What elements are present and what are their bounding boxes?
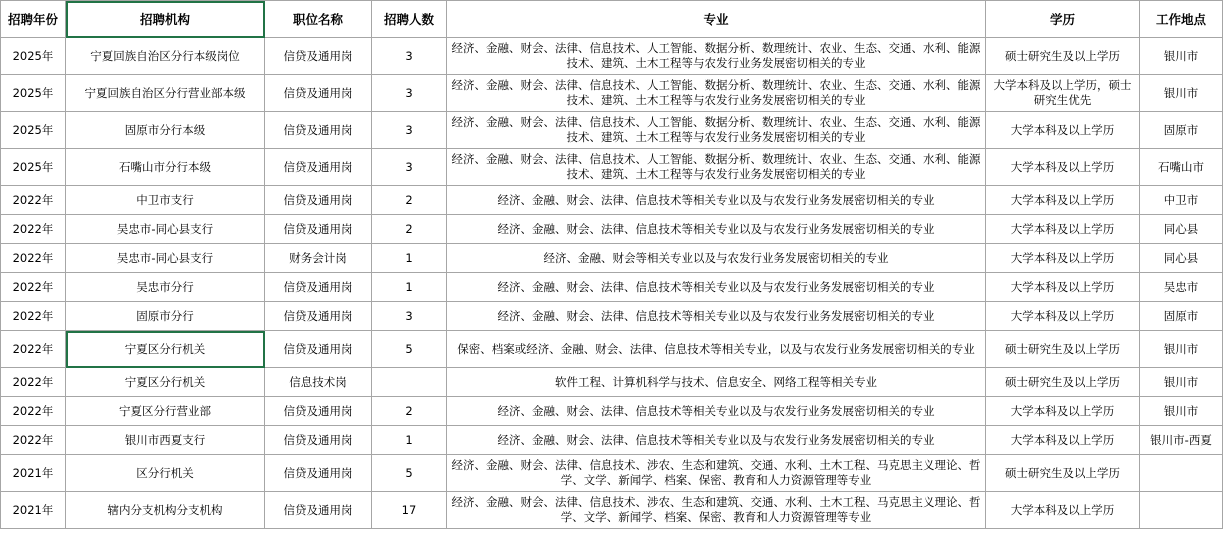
cell-location[interactable]: 银川市	[1140, 397, 1223, 426]
cell-year[interactable]: 2022年	[1, 215, 66, 244]
table-row	[1, 273, 1223, 302]
cell-count[interactable]: 1	[372, 244, 447, 273]
cell-education[interactable]: 大学本科及以上学历	[986, 112, 1140, 149]
cell-year[interactable]: 2022年	[1, 302, 66, 331]
cell-count[interactable]: 3	[372, 149, 447, 186]
cell-location[interactable]: 同心县	[1140, 215, 1223, 244]
cell-count[interactable]	[372, 368, 447, 397]
cell-org[interactable]: 石嘴山市分行本级	[66, 149, 265, 186]
cell-education[interactable]: 大学本科及以上学历	[986, 273, 1140, 302]
table-row	[1, 244, 1223, 273]
cell-count[interactable]: 3	[372, 112, 447, 149]
cell-year[interactable]: 2025年	[1, 38, 66, 75]
cell-education[interactable]: 大学本科及以上学历	[986, 426, 1140, 455]
table-row	[1, 368, 1223, 397]
table-row	[1, 331, 1223, 368]
cell-location[interactable]: 石嘴山市	[1140, 149, 1223, 186]
cell-location[interactable]: 同心县	[1140, 244, 1223, 273]
cell-location[interactable]: 中卫市	[1140, 186, 1223, 215]
cell-org[interactable]: 银川市西夏支行	[66, 426, 265, 455]
cell-position[interactable]: 信贷及通用岗	[265, 38, 372, 75]
cell-count[interactable]: 2	[372, 215, 447, 244]
cell-position[interactable]: 信贷及通用岗	[265, 331, 372, 368]
cell-year[interactable]: 2025年	[1, 75, 66, 112]
cell-major[interactable]: 经济、金融、财会、法律、信息技术、涉农、生态和建筑、交通、水利、土木工程、马克思主义理论、哲学、文学、新闻学、档案、保密、教育和人力资源管理等专业	[447, 455, 986, 492]
cell-education[interactable]: 大学本科及以上学历	[986, 215, 1140, 244]
cell-location[interactable]: 银川市-西夏	[1140, 426, 1223, 455]
cell-major[interactable]: 经济、金融、财会、法律、信息技术、人工智能、数据分析、数理统计、农业、生态、交通、水利、能源技术、建筑、土木工程等与农发行业务发展密切相关的专业	[447, 75, 986, 112]
cell-major[interactable]: 经济、金融、财会、法律、信息技术、人工智能、数据分析、数理统计、农业、生态、交通、水利、能源技术、建筑、土木工程等与农发行业务发展密切相关的专业	[447, 112, 986, 149]
table-row	[1, 112, 1223, 149]
table-row	[1, 455, 1223, 492]
cell-org[interactable]: 宁夏区分行机关	[66, 368, 265, 397]
cell-major[interactable]: 经济、金融、财会、法律、信息技术、人工智能、数据分析、数理统计、农业、生态、交通、水利、能源技术、建筑、土木工程等与农发行业务发展密切相关的专业	[447, 38, 986, 75]
cell-location[interactable]	[1140, 455, 1223, 492]
cell-position[interactable]: 信贷及通用岗	[265, 273, 372, 302]
cell-year[interactable]: 2022年	[1, 368, 66, 397]
cell-education[interactable]: 大学本科及以上学历	[986, 149, 1140, 186]
cell-org[interactable]: 宁夏回族自治区分行本级岗位	[66, 38, 265, 75]
cell-org[interactable]: 区分行机关	[66, 455, 265, 492]
header-major[interactable]: 专业	[447, 1, 986, 38]
cell-major[interactable]: 经济、金融、财会、法律、信息技术等相关专业以及与农发行业务发展密切相关的专业	[447, 215, 986, 244]
table-row	[1, 397, 1223, 426]
cell-org[interactable]: 宁夏区分行营业部	[66, 397, 265, 426]
cell-location[interactable]: 银川市	[1140, 331, 1223, 368]
cell-year[interactable]: 2022年	[1, 273, 66, 302]
cell-location[interactable]: 固原市	[1140, 112, 1223, 149]
cell-education[interactable]: 大学本科及以上学历，硕士研究生优先	[986, 75, 1140, 112]
cell-education[interactable]: 硕士研究生及以上学历	[986, 368, 1140, 397]
cell-major[interactable]: 经济、金融、财会、法律、信息技术等相关专业以及与农发行业务发展密切相关的专业	[447, 302, 986, 331]
cell-major[interactable]: 保密、档案或经济、金融、财会、法律、信息技术等相关专业，以及与农发行业务发展密切相关的专业	[447, 331, 986, 368]
cell-education[interactable]: 大学本科及以上学历	[986, 492, 1140, 529]
cell-major[interactable]: 软件工程、计算机科学与技术、信息安全、网络工程等相关专业	[447, 368, 986, 397]
cell-year[interactable]: 2022年	[1, 397, 66, 426]
cell-position[interactable]: 信贷及通用岗	[265, 397, 372, 426]
cell-position[interactable]: 信贷及通用岗	[265, 112, 372, 149]
header-education[interactable]: 学历	[986, 1, 1140, 38]
cell-org[interactable]: 辖内分支机构分支机构	[66, 492, 265, 529]
cell-position[interactable]: 信贷及通用岗	[265, 426, 372, 455]
cell-position[interactable]: 信贷及通用岗	[265, 215, 372, 244]
cell-position[interactable]: 信贷及通用岗	[265, 492, 372, 529]
cell-org[interactable]: 固原市分行本级	[66, 112, 265, 149]
cell-position[interactable]: 信贷及通用岗	[265, 75, 372, 112]
cell-count[interactable]: 5	[372, 331, 447, 368]
cell-org[interactable]: 吴忠市-同心县支行	[66, 244, 265, 273]
cell-year[interactable]: 2022年	[1, 186, 66, 215]
cell-major[interactable]: 经济、金融、财会、法律、信息技术、涉农、生态和建筑、交通、水利、土木工程、马克思主义理论、哲学、文学、新闻学、档案、保密、教育和人力资源管理等专业	[447, 492, 986, 529]
cell-year[interactable]: 2021年	[1, 492, 66, 529]
header-position[interactable]: 职位名称	[265, 1, 372, 38]
header-row	[1, 1, 1223, 38]
cell-major[interactable]: 经济、金融、财会、法律、信息技术等相关专业以及与农发行业务发展密切相关的专业	[447, 273, 986, 302]
cell-major[interactable]: 经济、金融、财会等相关专业以及与农发行业务发展密切相关的专业	[447, 244, 986, 273]
cell-org[interactable]: 宁夏回族自治区分行营业部本级	[66, 75, 265, 112]
cell-count[interactable]: 5	[372, 455, 447, 492]
cell-year[interactable]: 2025年	[1, 149, 66, 186]
cell-major[interactable]: 经济、金融、财会、法律、信息技术等相关专业以及与农发行业务发展密切相关的专业	[447, 397, 986, 426]
cell-education[interactable]: 大学本科及以上学历	[986, 397, 1140, 426]
cell-count[interactable]: 3	[372, 75, 447, 112]
table-row	[1, 38, 1223, 75]
cell-education[interactable]: 硕士研究生及以上学历	[986, 38, 1140, 75]
cell-org[interactable]: 中卫市支行	[66, 186, 265, 215]
cell-position[interactable]: 信贷及通用岗	[265, 186, 372, 215]
table-row	[1, 302, 1223, 331]
cell-year[interactable]: 2022年	[1, 426, 66, 455]
cell-position[interactable]: 信贷及通用岗	[265, 455, 372, 492]
cell-count[interactable]: 3	[372, 38, 447, 75]
table-row	[1, 426, 1223, 455]
table-row	[1, 215, 1223, 244]
cell-major[interactable]: 经济、金融、财会、法律、信息技术等相关专业以及与农发行业务发展密切相关的专业	[447, 186, 986, 215]
cell-count[interactable]: 2	[372, 186, 447, 215]
cell-count[interactable]: 1	[372, 426, 447, 455]
cell-education[interactable]: 硕士研究生及以上学历	[986, 331, 1140, 368]
cell-position[interactable]: 信贷及通用岗	[265, 149, 372, 186]
cell-count[interactable]: 17	[372, 492, 447, 529]
table-row	[1, 75, 1223, 112]
cell-major[interactable]: 经济、金融、财会、法律、信息技术、人工智能、数据分析、数理统计、农业、生态、交通、水利、能源技术、建筑、土木工程等与农发行业务发展密切相关的专业	[447, 149, 986, 186]
cell-count[interactable]: 1	[372, 273, 447, 302]
cell-org[interactable]: 固原市分行	[66, 302, 265, 331]
cell-location[interactable]: 银川市	[1140, 75, 1223, 112]
cell-year[interactable]: 2021年	[1, 455, 66, 492]
cell-location[interactable]: 吴忠市	[1140, 273, 1223, 302]
cell-count[interactable]: 2	[372, 397, 447, 426]
cell-location[interactable]: 银川市	[1140, 38, 1223, 75]
table-row	[1, 149, 1223, 186]
cell-year[interactable]: 2022年	[1, 331, 66, 368]
table-row	[1, 186, 1223, 215]
cell-education[interactable]: 大学本科及以上学历	[986, 302, 1140, 331]
header-count[interactable]: 招聘人数	[372, 1, 447, 38]
header-location[interactable]: 工作地点	[1140, 1, 1223, 38]
cell-education[interactable]: 硕士研究生及以上学历	[986, 455, 1140, 492]
cell-position[interactable]: 财务会计岗	[265, 244, 372, 273]
cell-org[interactable]: 吴忠市-同心县支行	[66, 215, 265, 244]
cell-major[interactable]: 经济、金融、财会、法律、信息技术等相关专业以及与农发行业务发展密切相关的专业	[447, 426, 986, 455]
cell-education[interactable]: 大学本科及以上学历	[986, 244, 1140, 273]
cell-location[interactable]	[1140, 492, 1223, 529]
cell-education[interactable]: 大学本科及以上学历	[986, 186, 1140, 215]
cell-location[interactable]: 银川市	[1140, 368, 1223, 397]
header-year[interactable]: 招聘年份	[1, 1, 66, 38]
cell-count[interactable]: 3	[372, 302, 447, 331]
table-row	[1, 492, 1223, 529]
cell-org[interactable]: 宁夏区分行机关	[66, 331, 265, 368]
cell-org[interactable]: 吴忠市分行	[66, 273, 265, 302]
cell-position[interactable]: 信贷及通用岗	[265, 302, 372, 331]
cell-location[interactable]: 固原市	[1140, 302, 1223, 331]
header-org[interactable]: 招聘机构	[66, 1, 265, 38]
cell-year[interactable]: 2022年	[1, 244, 66, 273]
cell-year[interactable]: 2025年	[1, 112, 66, 149]
cell-position[interactable]: 信息技术岗	[265, 368, 372, 397]
table-body	[1, 38, 1223, 529]
